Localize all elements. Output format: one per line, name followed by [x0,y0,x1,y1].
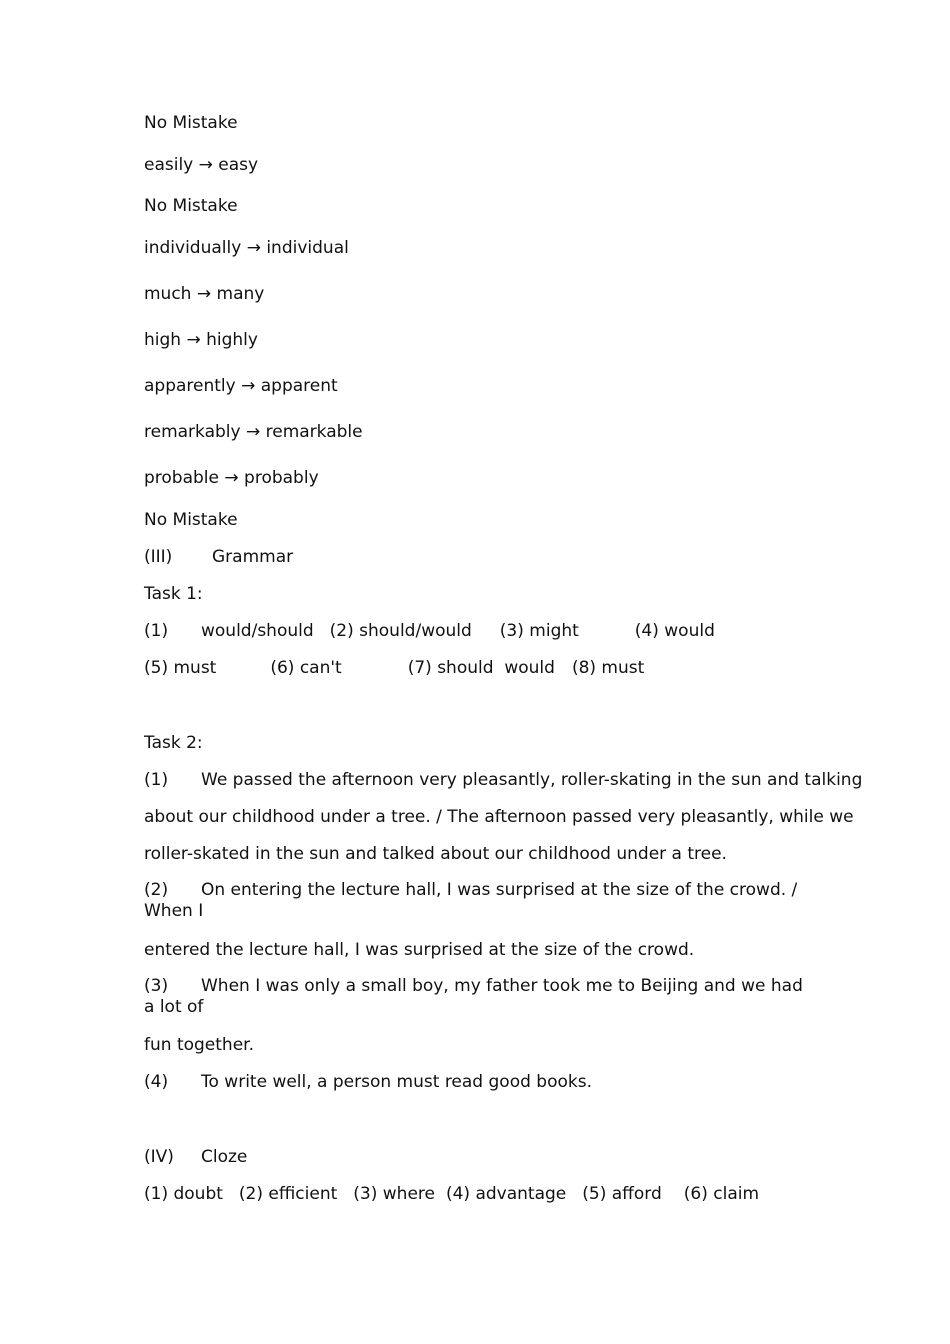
task1-answer: (2) should/would [329,621,472,641]
task2-item-text: When I was only a small boy, my father took me to Beijing and we had a lot of [144,976,803,1017]
task2-label: Task 2: [144,733,203,753]
task2-item-num: (2) [144,880,169,900]
correction-4: individually → individual [144,238,349,258]
task1-answer: (6) can't [270,658,342,678]
task2-item-2-line-2: entered the lecture hall, I was surprised at the size of the crowd. [144,940,695,960]
task1-label: Task 1: [144,584,203,604]
cloze-heading [144,1146,247,1168]
cloze-answers [144,1183,759,1205]
task1-answer: would/should [201,621,314,641]
correction-9: probable → probably [144,468,319,488]
task1-answer: (7) should would [407,658,555,678]
cloze-section-title: Cloze [201,1147,248,1167]
task2-item-1 [144,769,862,791]
task2-item-1-line-3: roller-skated in the sun and talked about our childhood under a tree. [144,844,727,864]
grammar-section-num: (III) [144,547,173,567]
grammar-section-title: Grammar [212,547,294,567]
task1-answer: (4) would [634,621,715,641]
task2-item-2 [144,880,806,922]
cloze-section-num: (IV) [144,1147,174,1167]
task1-answer: (8) must [571,658,645,678]
task1-answer: (5) must [144,658,217,678]
correction-2: easily → easy [144,155,259,175]
correction-6: high → highly [144,330,258,350]
task2-item-num: (4) [144,1072,169,1092]
correction-5: much → many [144,284,265,304]
task2-item-1-line-2: about our childhood under a tree. / The afternoon passed very pleasantly, while we [144,807,854,827]
task2-item-text: We passed the afternoon very pleasantly, roller-skating in the sun and talking [201,770,863,790]
correction-3: No Mistake [144,196,238,216]
task2-item-num: (3) [144,976,169,996]
cloze-answer: (4) advantage [445,1184,567,1204]
cloze-answer: (1) doubt [144,1184,223,1204]
cloze-answer: (3) where [353,1184,435,1204]
correction-7: apparently → apparent [144,376,338,396]
task1-row-1 [144,620,715,642]
grammar-heading [144,546,293,568]
task1-row-2 [144,657,644,679]
correction-8: remarkably → remarkable [144,422,363,442]
task2-item-4 [144,1071,592,1093]
correction-10: No Mistake [144,510,238,530]
task2-item-text: On entering the lecture hall, I was surprised at the size of the crowd. / When I [144,880,798,921]
correction-1: No Mistake [144,113,238,133]
task1-answer: (3) might [499,621,579,641]
task1-answer-num: (1) [144,621,169,641]
task2-item-text: To write well, a person must read good books. [201,1072,592,1092]
task2-item-3 [144,976,806,1018]
cloze-answer: (2) efficient [238,1184,338,1204]
cloze-answer: (5) afford [582,1184,662,1204]
cloze-answer: (6) claim [683,1184,760,1204]
task2-item-3-line-2: fun together. [144,1035,254,1055]
task2-item-num: (1) [144,770,169,790]
